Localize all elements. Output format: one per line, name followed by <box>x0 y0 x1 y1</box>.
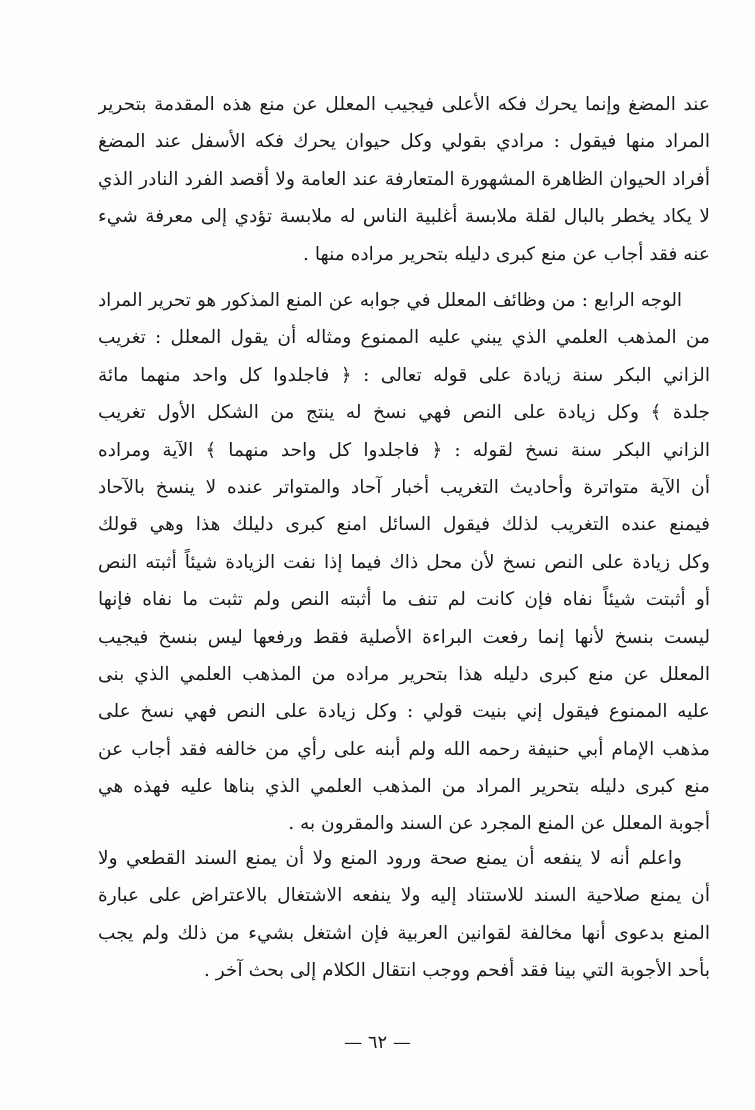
text-line: مذهب الإمام أبي حنيفة رحمه الله ولم أبنه على رأي من خالفه فقد أجاب عن <box>98 738 710 760</box>
text-line: جلدة ﴾ وكل زيادة على النص فهي نسخ له ينتج من الشكل الأول تغريب <box>98 402 710 424</box>
text-line: من المذهب العلمي الذي يبني عليه الممنوع ومثاله أن يقول المعلل : تغريب <box>98 327 710 349</box>
text-line: عليه الممنوع فيقول إني بنيت قولي : وكل زيادة على النص فهي نسخ على <box>98 701 710 723</box>
text-line: المنع بدعوى أنها مخالفة لقوانين العربية فإن اشتغل بشيء من ذلك ولم يجب <box>98 922 710 944</box>
page-number: — ٦٢ — <box>344 1032 411 1053</box>
text-line: أفراد الحيوان الظاهرة المشهورة المتعارفة عند العامة ولا أقصد الفرد النادر الذي <box>98 168 710 190</box>
text-line: أو أثبتت شيئاً نفاه فإن كانت لم تنف ما أثبته النص ولم تثبت ما نفاه فإنها <box>98 589 710 611</box>
text-line: واعلم أنه لا ينفعه أن يمنع صحة ورود المنع ولا أن يمنع السند القطعي ولا <box>98 848 682 869</box>
text-line: وكل زيادة على النص نسخ لأن محل ذاك فيما إذا نفت الزيادة شيئاً أثبته النص <box>98 551 710 573</box>
text-line: لا يكاد يخطر بالبال لقلة ملابسة أغلبية الناس له ملابسة تؤدي إلى معرفة شيء <box>98 206 710 228</box>
text-line: منع كبرى دليله بتحرير المراد من المذهب العلمي الذي بناها عليه فهذه هي <box>98 776 710 798</box>
text-line: ليست بنسخ لأنها إنما رفعت البراءة الأصلية فقط ورفعها ليس بنسخ فيجيب <box>98 626 710 648</box>
text-line: أجوبة المعلل عن المنع المجرد عن السند والمقرون به . <box>288 813 710 835</box>
text-line: فيمنع عنده التغريب لذلك فيقول السائل امنع كبرى دليلك هذا وهي قولك <box>98 514 710 536</box>
text-line: الزاني البكر سنة نسخ لقوله : ﴿ فاجلدوا كل واحد منهما ﴾ الآية ومراده <box>98 439 710 461</box>
paragraph-3 <box>98 840 710 990</box>
text-line: الزاني البكر سنة زيادة على قوله تعالى : ﴿ فاجلدوا كل واحد منهما مائة <box>98 364 710 386</box>
text-line: المعلل عن منع كبرى دليله هذا بتحرير مراده من المذهب العلمي الذي بنى <box>98 663 710 685</box>
text-line: بأحد الأجوبة التي بينا فقد أفحم ووجب انتقال الكلام إلى بحث آخر . <box>203 960 710 982</box>
text-line: عند المضغ وإنما يحرك فكه الأعلى فيجيب المعلل عن منع هذه المقدمة بتحرير <box>98 94 710 115</box>
paragraph-1 <box>98 86 710 273</box>
text-line: الوجه الرابع : من وظائف المعلل في جوابه عن المنع المذكور هو تحرير المراد <box>98 290 682 311</box>
text-line: عنه فقد أجاب عن منع كبرى دليله بتحرير مراده منها . <box>303 243 710 265</box>
text-line: أن يمنع صلاحية السند للاستناد إليه ولا ينفعه الاشتغال بالاعتراض على عبارة <box>98 885 710 907</box>
text-line: المراد منها فيقول : مرادي بقولي وكل حيوان يحرك فكه الأسفل عند المضغ <box>98 131 710 153</box>
paragraph-2 <box>98 282 710 843</box>
text-line: أن الآية متواترة وأحاديث التغريب أخبار آحاد والمتواتر عنده لا ينسخ بالآحاد <box>98 476 710 498</box>
